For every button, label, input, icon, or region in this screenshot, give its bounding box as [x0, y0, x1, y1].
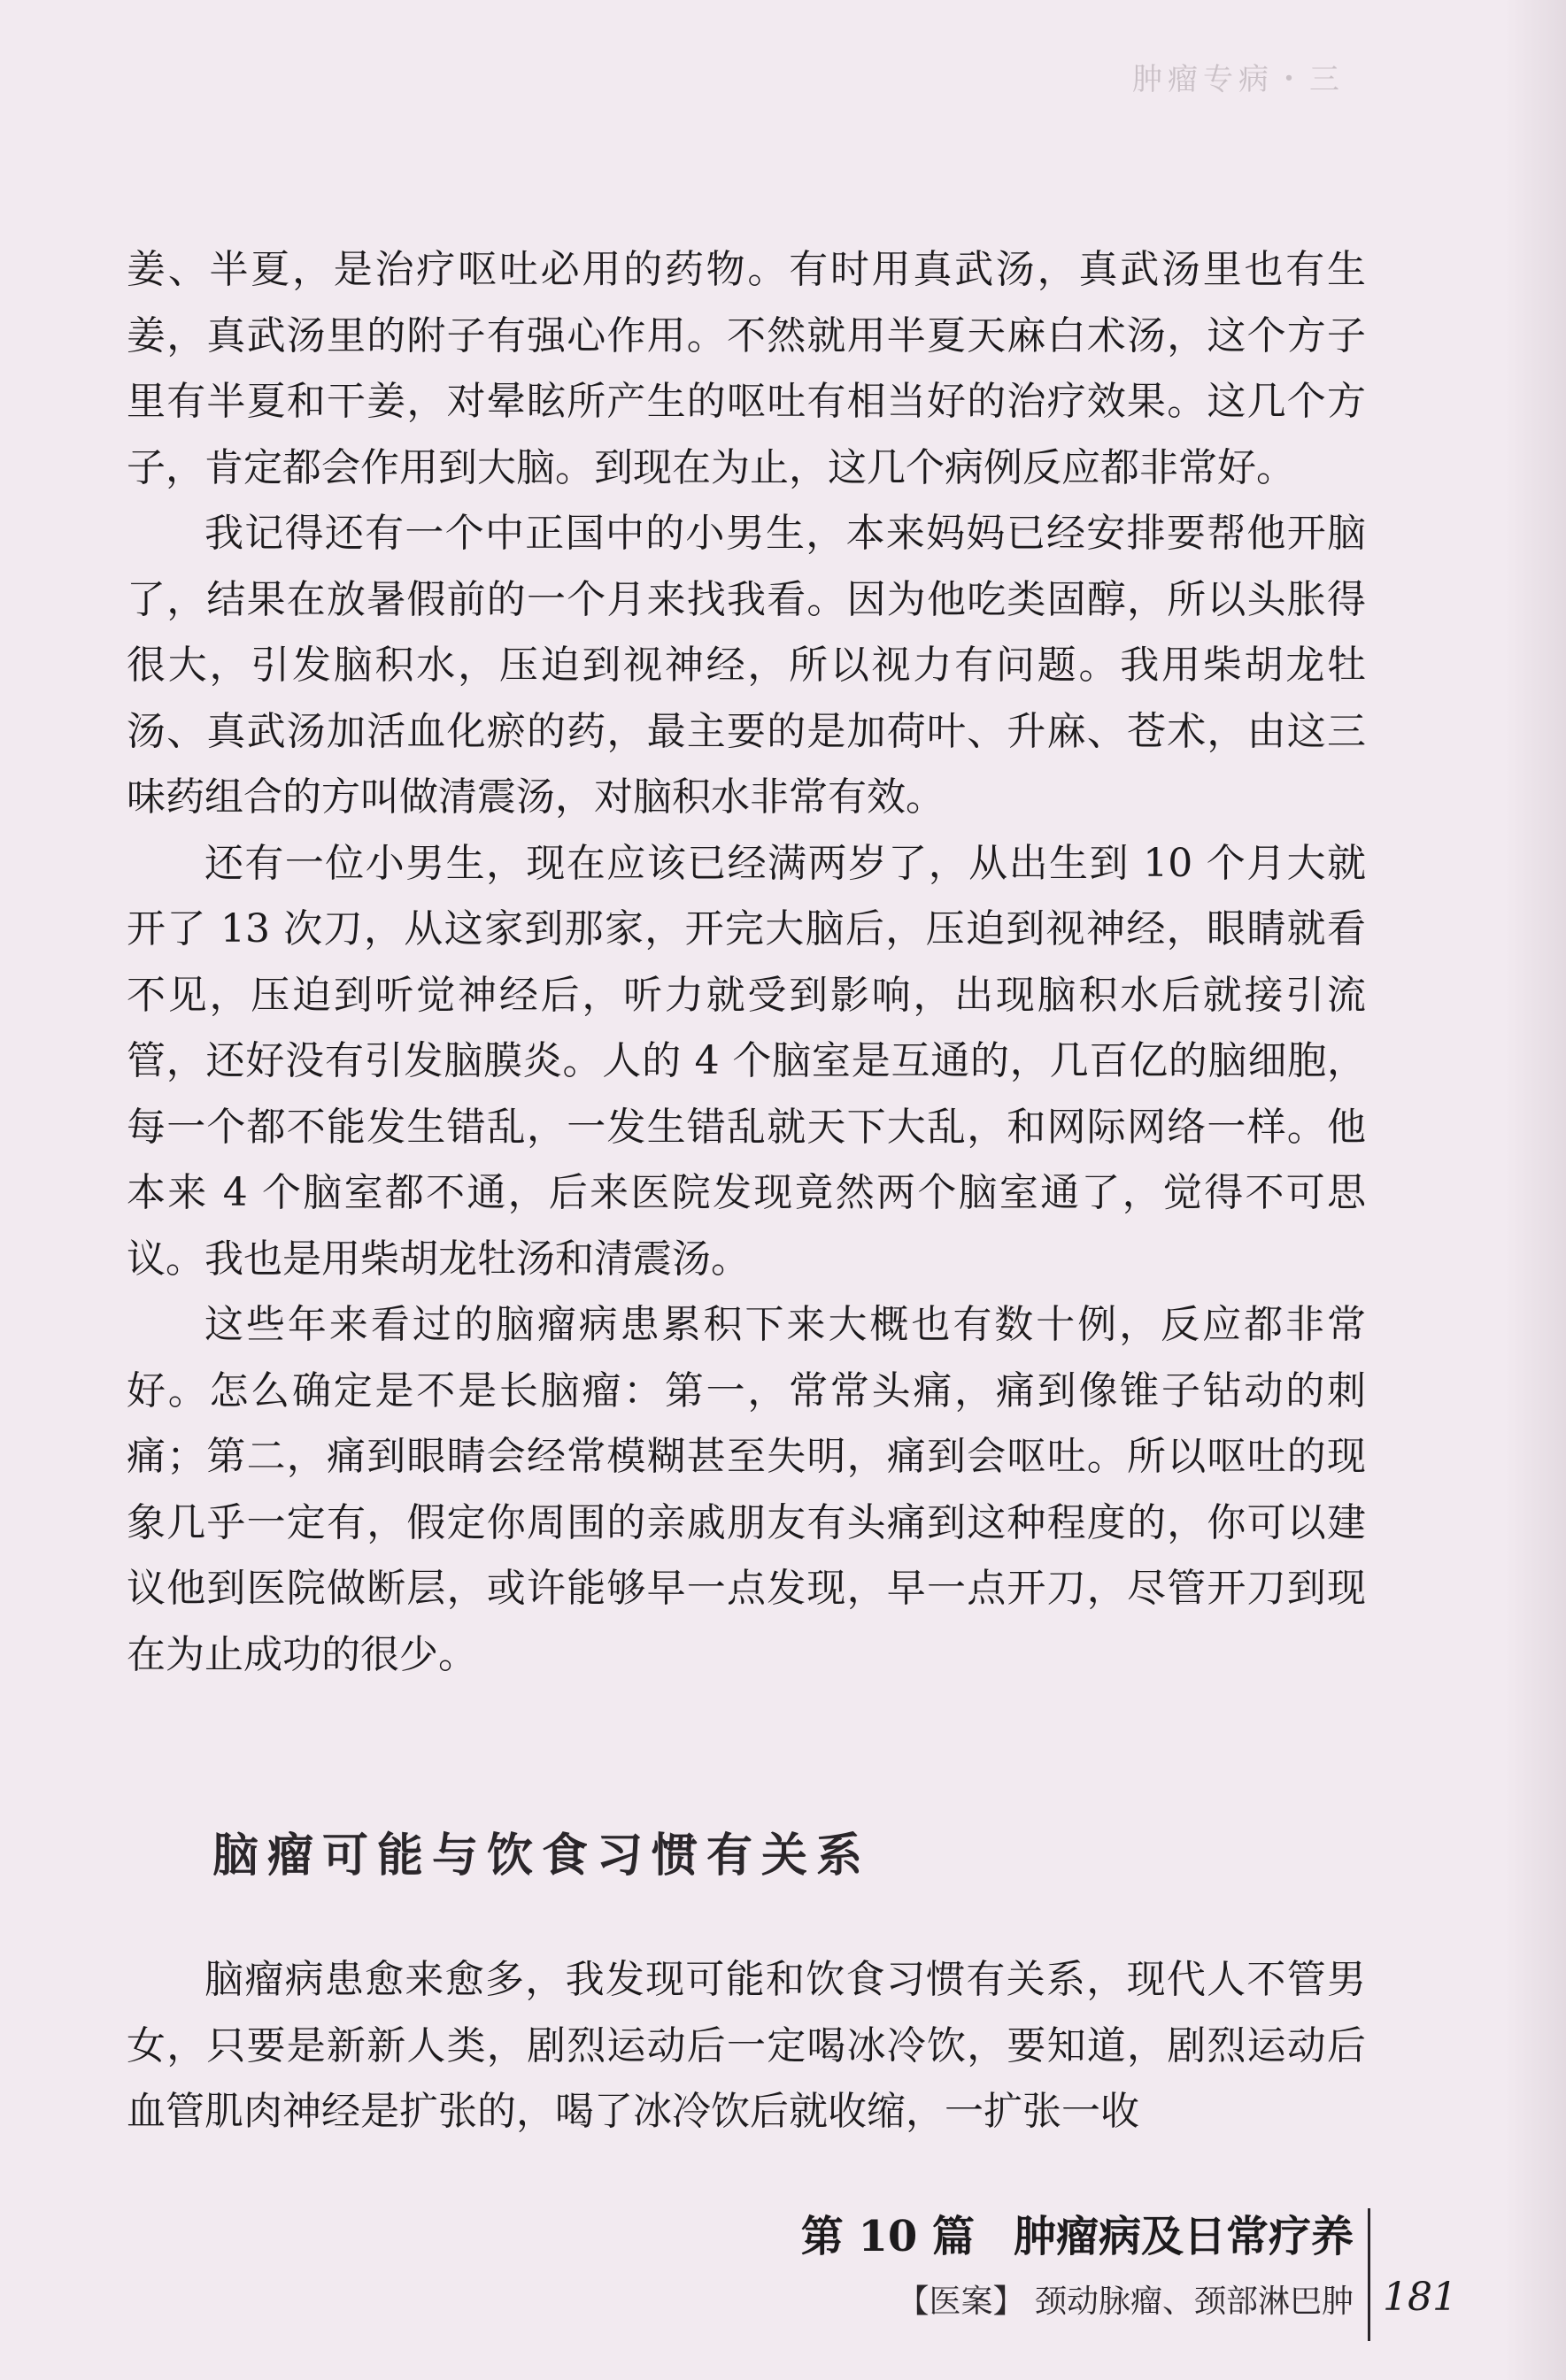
page-edge-shadow: [1504, 0, 1566, 2380]
footer-divider: [1368, 2208, 1370, 2341]
footer-subheading: [898, 2276, 1354, 2322]
section-title: 脑瘤可能与饮食习惯有关系: [212, 1829, 872, 1883]
section-body-text: [127, 1947, 1366, 2145]
bleed-through-header: 肿瘤专病・三: [1132, 62, 1345, 97]
paragraph: 我记得还有一个中正国中的小男生，本来妈妈已经安排要帮他开脑了，结果在放暑假前的一个月来找我看。因为他吃类固醇，所以头胀得很大，引发脑积水，压迫到视神经，所以视力有问题。我用柴胡龙牡汤、真武汤加活血化瘀的药，最主要的是加荷叶、升麻、苍术，由这三味药组合的方叫做清震汤，对脑积水非常有效。: [127, 511, 1366, 820]
page-number: 181: [1383, 2275, 1457, 2320]
chapter-number: 第 10 篇: [800, 2212, 975, 2261]
paragraph: 脑瘤病患愈来愈多，我发现可能和饮食习惯有关系，现代人不管男女，只要是新新人类，剧烈运动后一定喝冰冷饮，要知道，剧烈运动后血管肌肉神经是扩张的，喝了冰冷饮后就收缩，一扩张一收: [127, 1957, 1366, 2134]
sub-label: 【医案】: [897, 2284, 1025, 2320]
paragraph: 还有一位小男生，现在应该已经满两岁了，从出生到 10 个月大就开了 13 次刀，从这家到那家，开完大脑后，压迫到视神经，眼睛就看不见，压迫到听觉神经后，听力就受到影响，出现脑积水后就接引流管，还好没有引发脑膜炎。人的 4 个脑室是互通的，几百亿的脑细胞，每一个都不能发生错乱，一发生错乱就天下大乱，和网际网络一样。他本来 4 个脑室都不通，后来医院发现竟然两个脑室通了，觉得不可思议。我也是用柴胡龙牡汤和清震汤。: [127, 840, 1366, 1282]
body-text: [127, 237, 1366, 1688]
sub-title: 颈动脉瘤、颈部淋巴肿: [1034, 2284, 1354, 2320]
paragraph: 这些年来看过的脑瘤病患累积下来大概也有数十例，反应都非常好。怎么确定是不是长脑瘤：第一，常常头痛，痛到像锥子钻动的刺痛；第二，痛到眼睛会经常模糊甚至失明，痛到会呕吐。所以呕吐的现象几乎一定有，假定你周围的亲戚朋友有头痛到这种程度的，你可以建议他到医院做断层，或许能够早一点发现，早一点开刀，尽管开刀到现在为止成功的很少。: [127, 1302, 1366, 1677]
chapter-title: 肿瘤病及日常疗养: [1013, 2212, 1354, 2261]
footer-chapter-heading: [801, 2202, 1354, 2263]
paragraph: 姜、半夏，是治疗呕吐必用的药物。有时用真武汤，真武汤里也有生姜，真武汤里的附子有强心作用。不然就用半夏天麻白术汤，这个方子里有半夏和干姜，对晕眩所产生的呕吐有相当好的治疗效果。这几个方子，肯定都会作用到大脑。到现在为止，这几个病例反应都非常好。: [127, 247, 1366, 490]
